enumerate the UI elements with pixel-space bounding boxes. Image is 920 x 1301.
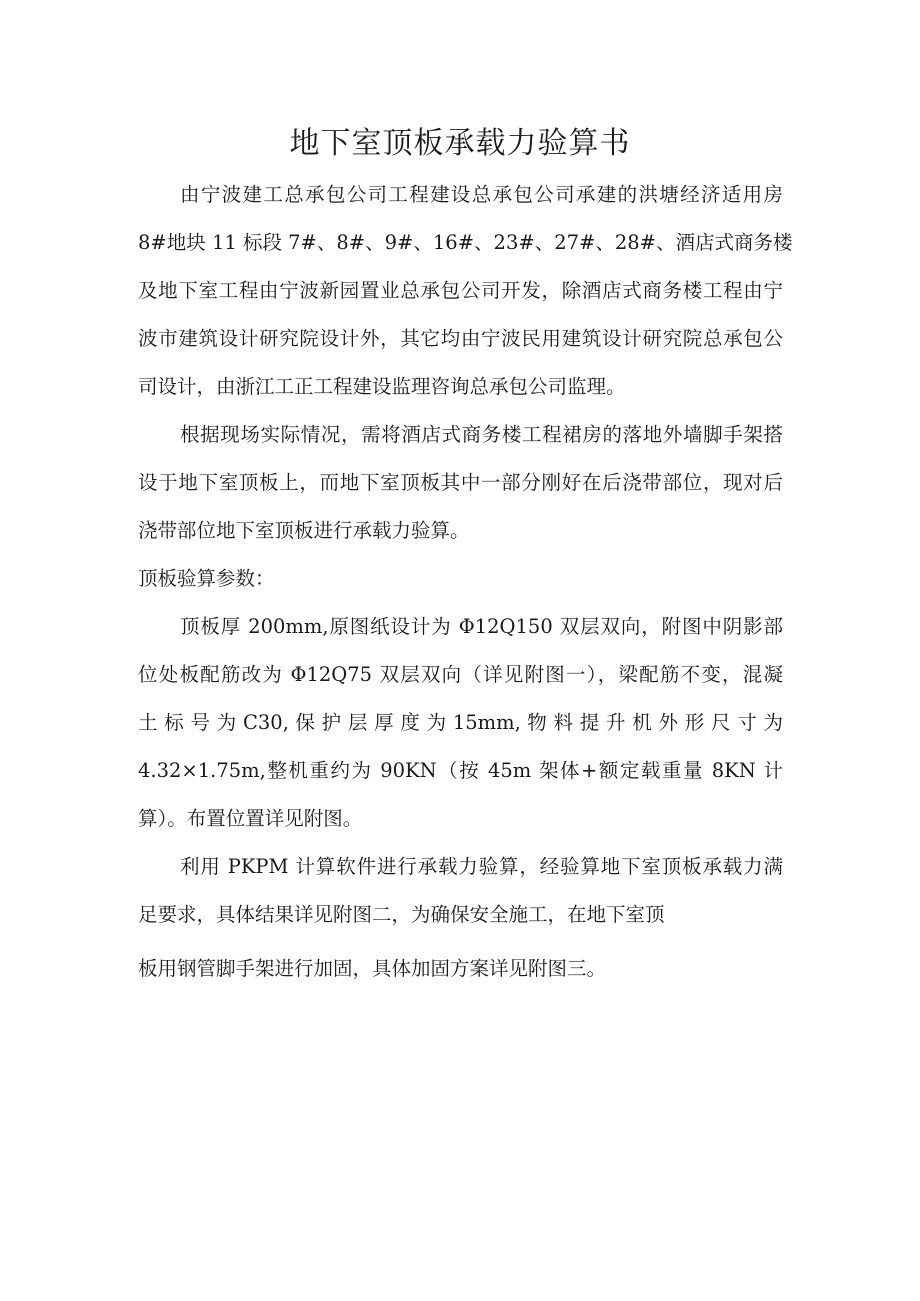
section-heading: 顶板验算参数：	[138, 567, 275, 590]
paragraph4-line2: 足要求，具体结果详见附图二，为确保安全施工，在地下室顶	[138, 903, 665, 926]
paragraph1-line4: 波市建筑设计研究院设计外，其它均由宁波民用建筑设计研究院总承包公	[138, 327, 783, 350]
paragraph2-line3: 浇带部位地下室顶板进行承载力验算。	[138, 519, 470, 542]
document-title: 地下室顶板承载力验算书	[289, 126, 631, 161]
paragraph1-line1: 由宁波建工总承包公司工程建设总承包公司承建的洪塘经济适用房	[180, 183, 783, 206]
paragraph3-line1: 顶板厚 200mm,原图纸设计为 Φ12Q150 双层双向，附图中阴影部	[180, 615, 783, 638]
paragraph2-line2: 设于地下室顶板上，而地下室顶板其中一部分刚好在后浇带部位，现对后	[138, 471, 783, 494]
paragraph4-line1: 利用 PKPM 计算软件进行承载力验算，经验算地下室顶板承载力满	[180, 855, 783, 878]
paragraph3-line3: 土 标 号 为 C30, 保 护 层 厚 度 为 15mm, 物 料 提 升 机 外 形 尺 寸 为	[138, 711, 783, 734]
paragraph1-line2: 8#地块 11 标段 7#、8#、9#、16#、23#、27#、28#、酒店式商务楼	[138, 231, 793, 254]
paragraph1-line3: 及地下室工程由宁波新园置业总承包公司开发，除酒店式商务楼工程由宁	[138, 279, 783, 302]
paragraph3-line2: 位处板配筋改为 Φ12Q75 双层双向（详见附图一），梁配筋不变，混凝	[138, 663, 783, 686]
paragraph3-line5: 算）。布置位置详见附图。	[138, 807, 363, 830]
paragraph4-line3: 板用钢管脚手架进行加固，具体加固方案详见附图三。	[138, 957, 607, 980]
paragraph2-line1: 根据现场实际情况，需将酒店式商务楼工程裙房的落地外墙脚手架搭	[180, 423, 783, 446]
paragraph3-line4: 4.32×1.75m,整机重约为 90KN（按 45m 架体+额定载重量 8KN 计	[138, 759, 783, 782]
paragraph1-line5: 司设计，由浙江工正工程建设监理咨询总承包公司监理。	[138, 375, 626, 398]
